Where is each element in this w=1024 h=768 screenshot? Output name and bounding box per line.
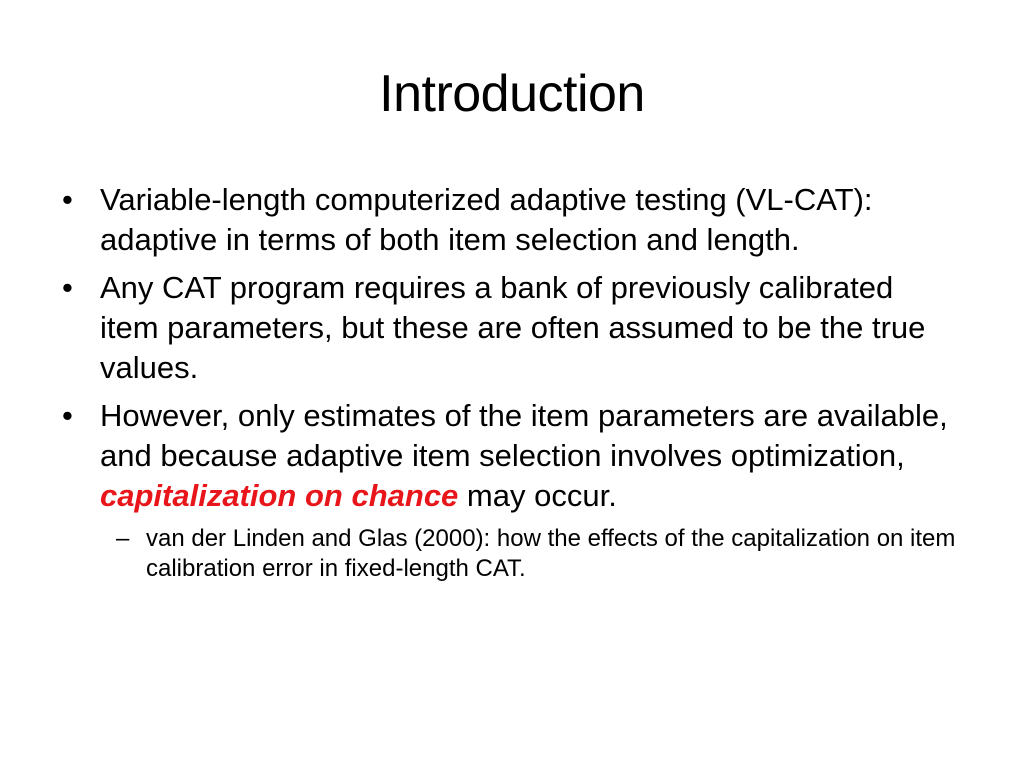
bullet-dot-icon: • <box>62 398 73 433</box>
highlighted-phrase: capitalization on chance <box>100 478 459 513</box>
dash-bullet-icon: – <box>116 525 130 552</box>
bullet-item-vl-cat <box>60 180 960 260</box>
bullet-item-capitalization <box>60 396 960 516</box>
slide-title: Introduction <box>379 65 645 123</box>
sub-bullet-item-van-der-linden <box>60 524 960 584</box>
bullet-text-after: may occur. <box>458 478 617 513</box>
bullet-list <box>60 180 960 584</box>
bullet-dot-icon: • <box>62 270 73 305</box>
bullet-item-item-bank <box>60 268 960 388</box>
bullet-text: Any CAT program requires a bank of previously calibrated item parameters, but these are often assumed to be the true values. <box>100 270 926 385</box>
bullet-dot-icon: • <box>62 182 73 217</box>
bullet-text-before: However, only estimates of the item parameters are available, and because adaptive item selection involves optimization, <box>100 398 948 473</box>
sub-bullet-text: van der Linden and Glas (2000): how the effects of the capitalization on item calibration error in fixed-length CAT. <box>146 525 956 582</box>
bullet-text: Variable-length computerized adaptive testing (VL-CAT): adaptive in terms of both item selection and length. <box>100 182 873 257</box>
